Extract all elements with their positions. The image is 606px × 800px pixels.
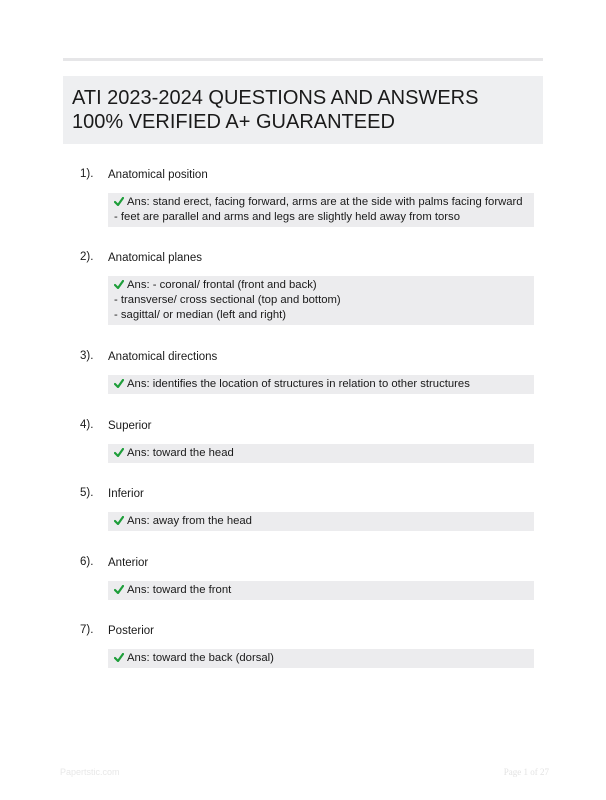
question-number: 4). xyxy=(80,419,94,431)
top-divider xyxy=(63,58,543,61)
check-icon xyxy=(114,653,124,662)
question-text: Anatomical directions xyxy=(108,351,218,363)
check-icon xyxy=(114,585,124,594)
answer-box xyxy=(108,512,534,531)
title-banner xyxy=(63,76,543,144)
answer-text: Ans: away from the head xyxy=(127,515,252,527)
answer-text: Ans: toward the front xyxy=(127,584,232,596)
answer-text: Ans: - coronal/ frontal (front and back) xyxy=(127,279,317,291)
question-text: Anatomical position xyxy=(108,169,208,181)
question-number: 7). xyxy=(80,624,94,636)
question-number: 6). xyxy=(80,556,94,568)
answer-line: - sagittal/ or median (left and right) xyxy=(114,309,287,321)
check-icon xyxy=(114,379,124,388)
question-text: Posterior xyxy=(108,625,155,637)
question-number: 3). xyxy=(80,350,94,362)
answer-line xyxy=(114,278,528,293)
check-icon xyxy=(114,516,124,525)
check-icon xyxy=(114,448,124,457)
check-icon xyxy=(114,197,124,206)
question-text: Superior xyxy=(108,420,152,432)
answer-text: Ans: toward the head xyxy=(127,447,234,459)
answer-box xyxy=(108,193,534,227)
footer-watermark: Papertstic.com xyxy=(60,767,120,777)
answer-box xyxy=(108,649,534,668)
answer-line xyxy=(114,377,528,392)
question-number: 1). xyxy=(80,168,94,180)
question-number: 5). xyxy=(80,487,94,499)
answer-line xyxy=(114,195,528,210)
page-number: Page 1 of 27 xyxy=(503,767,549,777)
answer-line xyxy=(114,583,528,598)
answer-box xyxy=(108,375,534,394)
answer-line xyxy=(114,651,528,666)
answer-line: - transverse/ cross sectional (top and bottom) xyxy=(114,294,341,306)
answer-line xyxy=(114,514,528,529)
check-icon xyxy=(114,280,124,289)
answer-text: Ans: identifies the location of structures in relation to other structures xyxy=(127,378,470,390)
question-number: 2). xyxy=(80,251,94,263)
answer-text: Ans: toward the back (dorsal) xyxy=(127,652,274,664)
document-title: ATI 2023-2024 QUESTIONS AND ANSWERS 100% VERIFIED A+ GUARANTEED xyxy=(72,87,479,133)
question-text: Anterior xyxy=(108,557,149,569)
answer-box xyxy=(108,444,534,463)
answer-box xyxy=(108,276,534,325)
answer-line: - feet are parallel and arms and legs are slightly held away from torso xyxy=(114,211,460,223)
question-text: Inferior xyxy=(108,488,144,500)
answer-text: Ans: stand erect, facing forward, arms are at the side with palms facing forward xyxy=(127,196,523,208)
answer-box xyxy=(108,581,534,600)
question-text: Anatomical planes xyxy=(108,252,202,264)
answer-line xyxy=(114,446,528,461)
